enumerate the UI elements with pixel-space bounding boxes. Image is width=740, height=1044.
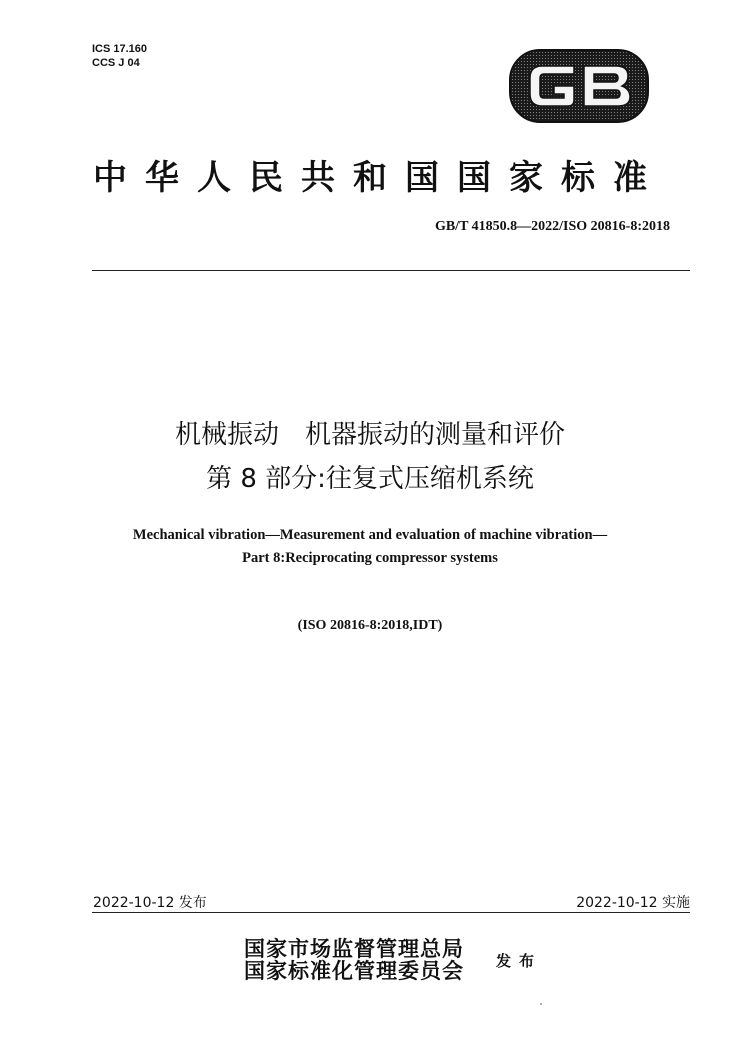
- ccs-code: CCS J 04: [92, 57, 140, 69]
- iso-reference: (ISO 20816-8:2018,IDT): [297, 618, 443, 633]
- title-en-line2: Part 8:Reciprocating compressor systems: [242, 550, 498, 566]
- issuing-authorities: [244, 938, 464, 982]
- classification-codes: [92, 42, 147, 70]
- gb-logo-icon: [508, 48, 650, 124]
- issuer-line1: 国家市场监督管理总局: [244, 936, 464, 961]
- scan-speck: [540, 1003, 542, 1005]
- standard-number: GB/T 41850.8—2022/ISO 20816-8:2018: [434, 219, 670, 234]
- implementation-date: 2022-10-12 实施: [576, 895, 690, 911]
- header-divider: [92, 270, 690, 271]
- publish-label: 发布: [496, 952, 543, 970]
- issuer-line2: 国家标准化管理委员会: [244, 958, 464, 983]
- issue-date: 2022-10-12 发布: [93, 895, 207, 911]
- title-en-line1: Mechanical vibration—Measurement and evaluation of machine vibration—: [132, 527, 608, 543]
- title-cn-line1: 机械振动 机器振动的测量和评价: [174, 420, 565, 450]
- ics-code: ICS 17.160: [92, 43, 148, 55]
- footer-divider: [92, 912, 690, 913]
- national-standard-title: 中华人民共和国国家标准: [93, 158, 665, 198]
- title-cn-line2: 第 8 部分:往复式压缩机系统: [206, 464, 534, 494]
